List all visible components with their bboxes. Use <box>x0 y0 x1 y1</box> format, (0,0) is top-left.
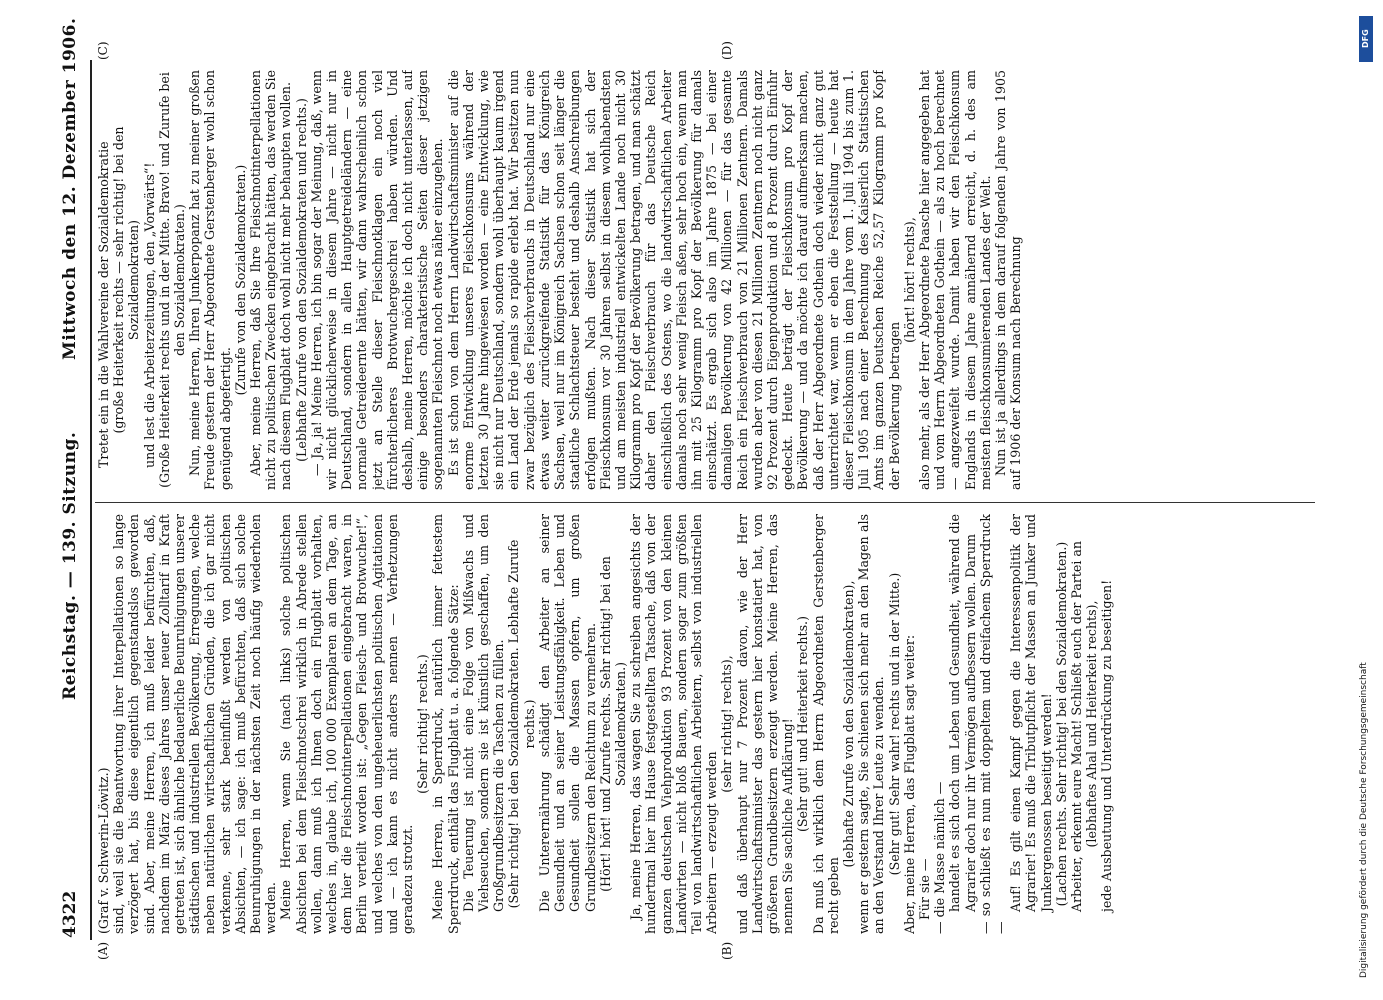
dfg-logo: DFG <box>1359 16 1373 62</box>
interjection: (Sehr gut! und Heiterkeit rechts.) <box>795 616 811 832</box>
paragraph: sind, weil sie die Beantwortung ihrer Interpellationen so lange verzögert hat, bis diese eigentlich gegenstandslos geworden sind. Aber, meine Herren, ich muß leider befürchten, daß, nachdem im März dieses Jahres unser neuer Zolltarif in Kraft getreten ist, sich ähnliche bedauerliche Beunruhigungen unserer städtischen und industriellen Bevölkerung, Erregungen, welche neben natürlichen wirtschaftlichen Gründen, die ich gar nicht verkenne, sehr stark beeinflußt werden von politischen Absichten, — ich sage: ich muß befürchten, daß sich solche Beunruhigungen in der nächsten Zeit noch häufig wiederholen werden. <box>111 514 279 934</box>
paragraph: also mehr, als der Herr Abgeordnete Paasche hier angegeben hat und vom Herrn Abgeordneten Gothein — als zu hoch berechnet — angezweifelt wurde. Damit haben wir den Fleischkonsum Englands in diesem Jahre annähernd erreicht, d. h. des am meisten fleischkonsumierenden Landes der Welt. <box>916 70 993 490</box>
interjection: (hört! hört! rechts), <box>901 217 917 343</box>
page-number: 4322 <box>60 890 80 938</box>
right-column <box>96 70 1311 490</box>
quotation: Arbeiter, erkennt eure Macht! Schließt euch der Partei an <box>1069 540 1084 912</box>
interjection: (lebhaftes Ahal und Heiterkeit rechts), <box>1084 600 1100 848</box>
paragraph: Für sie — <box>916 858 932 920</box>
paragraph: Meine Herren, in Sperrdruck, natürlich immer fettestem Sperrdruck, enthält das Flugblatt u. a. folgende Sätze: <box>430 514 461 934</box>
paragraph: Es ist schon von dem Herrn Landwirtschaftsminister auf die enorme Entwicklung unseres Fleischkonsums während der letzten 30 Jahre hingewiesen worden — eine Entwicklung, wie sie nicht nur Deutschland, sondern wohl überhaupt kaum irgend ein Land der Erde jemals so rapide erlebt hat. Wir besitzen nun zwar bezüglich des Fleischverbrauchs in Deutschland nur eine etwas weiter zurückgreifende Statistik für das Königreich Sachsen, weil nur im Königreich Sachsen schon seit länger die staatliche Schlachtsteuer besteht und deshalb Anschreibungen erfolgen mußten. Nach dieser Statistik hat sich der Fleischkonsum vor 30 Jahren selbst in diesem wohlhabendsten und am meisten industriell entwickelten Lande noch nicht 30 Kilogramm pro Kopf der Bevölkerung betragen, und man schätzt daher den Fleischverbrauch für das Deutsche Reich einschließlich des Ostens, wo die landwirtschaftlichen Arbeiter damals noch sehr wenig Fleisch aßen, sehr hoch ein, wenn man ihn mit 25 Kilogramm pro Kopf der Bevölkerung für damals einschätzt. Es ergab sich also im Jahre 1875 — bei einer damaligen Bevölkerung von 42 Millionen — für das gesamte Reich ein Fleischverbrauch von 21 Millionen Zentnern. Damals wurden aber von diesen 21 Millionen Zentnern noch nicht ganz 92 Prozent durch Eigenproduktion und 8 Prozent durch Einfuhr gedeckt. Heute beträgt der Fleischkonsum pro Kopf der Bevölkerung — und da möchte ich darauf aufmerksam machen, daß der Herr Abgeordnete Gothein doch wieder nicht ganz gut unterrichtet war, wenn er eben die Feststellung — heute hat dieser Fleischkonsum in dem Jahre vom 1. Juli 1904 bis zum 1. Juli 1905 nach einer Berechnung des Kaiserlich Statistischen Amts im ganzen Deutschen Reiche 52,57 Kilogramm pro Kopf der Bevölkerung betragen <box>445 70 902 490</box>
left-column <box>96 514 1311 934</box>
quotation: Die Unterernährung schädigt den Arbeiter an seiner Gesundheit und an seiner Leistungsfähigkeit. Leben und Gesundheit sollen die Massen opfern, um großen Grundbesitzern den Reichtum zu vermehren. <box>536 514 598 912</box>
paragraph: wenn er gestern sagte, Sie schienen sich mehr an den Magen als an den Verstand Ihrer Leute zu wenden. <box>856 514 887 934</box>
interjection: (Zurufe von den Sozialdemokraten.) <box>232 164 248 396</box>
quotation: und lest die Arbeiterzeitungen, den „Vorwärts“! <box>141 162 157 468</box>
margin-mark-a: (A) <box>96 941 110 960</box>
interjection: (Sehr richtig! bei den Sozialdemokraten. Lebhafte Zurufe rechts.) <box>506 539 537 909</box>
paragraph: Nun ist ja allerdings in dem darauf folgenden Jahre von 1905 auf 1906 der Konsum nach Berechnung <box>992 70 1024 490</box>
interjection: (große Heiterkeit rechts — sehr richtig! bei den Sozialdemokraten) <box>111 126 142 434</box>
interjection: (Lebhafte Zurufe von den Sozialdemokraten und rechts.) <box>293 98 309 462</box>
digitization-credit: Digitalisierung gefördert durch die Deutsche Forschungsgemeinschaft <box>1359 662 1369 978</box>
paragraph: und daß überhaupt nur 7 Prozent davon, wie der Herr Landwirtschaftsminister das gestern hier konstatiert hat, von größeren Grundbesitzern erzeugt werden. Meine Herren, das nennen Sie sachliche Aufklärung! <box>734 514 796 934</box>
margin-mark-d: (D) <box>720 41 734 60</box>
quotation: Auf! Es gilt einen Kampf gegen die Interessenpolitik der Agrarier! Es muß die Tributpflicht der Massen an Junker und Junkergenossen beseitigt werden! <box>1008 514 1054 912</box>
interjection: (lebhafte Zurufe von den Sozialdemokraten), <box>840 580 856 868</box>
column-divider <box>95 502 1315 503</box>
quotation: jede Ausbeutung und Unterdrückung zu beseitigen! <box>1099 579 1115 912</box>
speaker-name: (Graf v. Schwerin-Löwitz.) <box>96 767 111 934</box>
digitization-sidebar <box>1359 8 1379 1000</box>
paragraph: Ja, meine Herren, das wagen Sie zu schreiben angesichts der hundertmal hier im Hause festgestellten Tatsache, daß von der ganzen deutschen Viehproduktion 93 Prozent von den kleinen Landwirten — nicht bloß Bauern, sondern sogar zum größten Teil von landwirtschaftlichen Arbeitern, selbst von industriellen Arbeitern — erzeugt werden <box>628 514 720 934</box>
paragraph: Nun, meine Herren, Ihren Junkerpopanz hat zu meiner großen Freude gestern der Herr Abgeordnete Gerstenberger wohl schon genügend abgefertigt. <box>187 70 233 490</box>
interjection: (Sehr richtig! rechts.) <box>415 654 431 794</box>
interjection: (Große Heiterkeit rechts und in der Mitte. Bravo! und Zurufe bei den Sozialdemokraten.) <box>156 72 188 488</box>
quotation: handelt es sich doch um Leben und Gesundheit, während die Agrarier doch nur ihr Vermögen aufbessern wollen. Darum <box>947 514 978 912</box>
quotation: Die Teuerung ist nicht eine Folge von Mißwachs und Viehseuchen, sondern sie ist künstlich geschaffen, um den Großgrundbesitzern die Taschen zu füllen. <box>460 514 507 912</box>
paragraph: Aber, meine Herren, das Flugblatt sagt weiter: <box>901 634 917 934</box>
quotation: Tretet ein in die Wahlvereine der Sozialdemokratie <box>96 141 111 468</box>
page-header <box>60 0 88 1000</box>
header-rule <box>90 60 92 940</box>
session-title: Reichstag. — 139. Sitzung. <box>60 431 80 700</box>
paragraph: Da muß ich wirklich dem Herrn Abgeordneten Gerstenberger recht geben <box>810 514 841 934</box>
interjection: (sehr richtig! rechts), <box>719 655 735 793</box>
margin-mark-c: (C) <box>96 41 110 60</box>
paragraph: — so schließt es nun mit doppeltem und dreifachem Sperrdruck — <box>977 514 1008 934</box>
paragraph: — die Masse nämlich — <box>932 781 948 934</box>
interjection: (Sehr gut! Sehr wahr! rechts und in der Mitte.) <box>886 572 902 876</box>
interjection: (Hört! hört! und Zurufe rechts. Sehr richtig! bei den Sozialdemokraten.) <box>597 556 628 892</box>
paragraph: — Ja, ja! Meine Herren, ich bin sogar der Meinung, daß, wenn wir nicht glücklicherweise in diesem Jahre — nicht nur in Deutschland, sondern in allen Hauptgetreideländern — eine normale Getreideernte hätten, wir dann wahrscheinlich schon jetzt an Stelle dieser Fleischnotklagen ein noch viel fürchterlicheres Brotwuchergeschrei haben würden. Und deshalb, meine Herren, möchte ich doch nicht unterlassen, auf einige besonders charakteristische Seiten dieser jetzigen sogenannten Fleischnot noch etwas näher einzugehen. <box>308 70 446 490</box>
interjection: (Lachen rechts. Sehr richtig! bei den Sozialdemokraten.) <box>1053 541 1069 907</box>
session-date: Mittwoch den 12. Dezember 1906. <box>60 17 80 360</box>
paragraph: Meine Herren, wenn Sie (nach links) solche politischen Absichten bei dem Fleischnotschrei wirklich in Abrede stellen wollen, dann muß ich Ihnen doch ein Flugblatt vorhalten, welches in, glaube ich, 100 000 Exemplaren an dem Tage, an dem hier die Fleischnotinterpellationen eingebracht waren, in Berlin verteilt worden ist: „Gegen Fleisch- und Brotwucher!“, und welches von den ungeheuerlichsten politischen Agitationen und — ich kann es nicht anders nennen — Verhetzungen geradezu strotzt. <box>278 514 416 934</box>
margin-mark-b: (B) <box>720 941 734 960</box>
paragraph: Aber, meine Herren, daß Sie Ihre Fleischnotinterpellationen nicht zu politischen Zwecken eingebracht hätten, das werden Sie nach diesem Flugblatt doch wohl nicht mehr behaupten wollen. <box>248 70 294 490</box>
